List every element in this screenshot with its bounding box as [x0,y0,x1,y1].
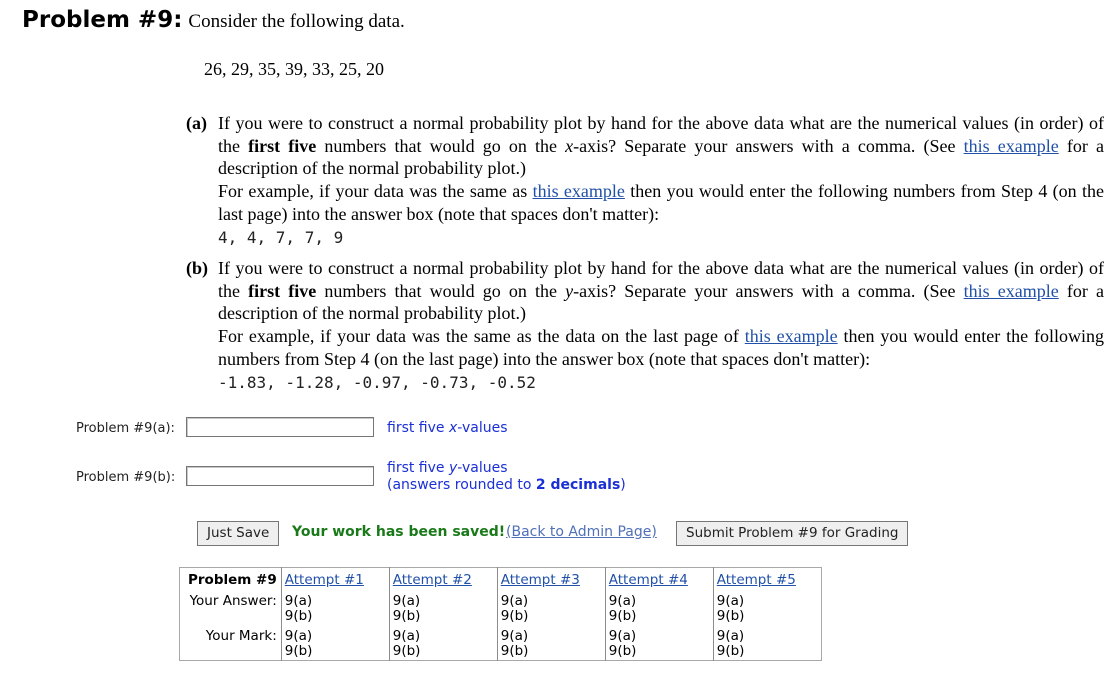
answer-b-hint [387,460,626,494]
cell-part-a: 9(a) [392,593,421,609]
cell-part-a: 9(a) [500,628,529,644]
cell-part-a: 9(a) [716,593,745,609]
cell-part-a: 9(a) [716,628,745,644]
cell-part-a: 9(a) [284,628,313,644]
part-a-example-text: For example, if your data was the same as [218,181,533,202]
part-a-text: -axis? Separate your answers with a comma. (See [573,135,964,156]
part-b-text: If you were to construct a normal probability plot by hand for the above data what are the numerical values (in order) of the [218,258,1104,301]
hint-text: first five [387,460,449,476]
part-a-text: numbers that would go on the [316,135,566,156]
this-example-link[interactable]: this example [963,280,1059,301]
back-to-admin-link[interactable]: (Back to Admin Page) [506,524,657,540]
attempts-table [179,567,822,661]
table-cell [497,627,605,661]
table-cell [497,593,605,627]
hint-text: (answers rounded to [387,477,536,493]
table-row [180,627,822,661]
table-cell [389,593,497,627]
problem-heading [22,7,405,33]
cell-part-b: 9(b) [608,607,637,624]
part-a-axis: x [565,135,574,156]
just-save-button[interactable]: Just Save [197,521,279,546]
table-cell [389,627,497,661]
cell-part-b: 9(b) [716,607,745,624]
part-a-question [186,112,1104,249]
saved-message: Your work has been saved! [292,524,506,540]
answer-b-input[interactable] [186,466,374,486]
table-cell [713,627,821,661]
part-b-text: -axis? Separate your answers with a comma. (See [573,280,964,301]
hint-text: -values [457,460,508,476]
hint-text: first five [387,420,449,436]
cell-part-a: 9(a) [392,628,421,644]
attempt-5-link[interactable]: Attempt #5 [716,572,796,588]
part-b-example-text: For example, if your data was the same as the data on the last page of [218,326,745,347]
part-b-example-text: then you would enter the following numbers from Step 4 (on the last page) into the answer box (note that spaces don't matter): [218,326,1104,369]
your-mark-label: Your Mark: [205,628,277,644]
this-example-link[interactable]: this example [744,326,838,347]
part-b-bold: first five [248,280,317,301]
cell-part-a: 9(a) [608,593,637,609]
cell-part-b: 9(b) [392,607,421,624]
cell-part-b: 9(b) [392,642,421,659]
part-b-text: numbers that would go on the [316,280,566,301]
hint-var: y [448,460,458,476]
table-cell [281,627,389,661]
cell-part-b: 9(b) [716,642,745,659]
answer-a-label: Problem #9(a): [76,421,175,436]
part-b-text: for a description of the normal probability plot.) [218,280,1104,324]
part-b-question [186,257,1104,394]
part-b-letter: (b) [186,258,208,278]
cell-part-b: 9(b) [500,607,529,624]
table-row [180,593,822,627]
problem-intro: Consider the following data. [188,11,405,32]
cell-part-a: 9(a) [284,593,313,609]
hint-bold: 2 decimals [535,477,621,493]
part-a-text: for a description of the normal probability plot.) [218,135,1104,179]
cell-part-b: 9(b) [500,642,529,659]
table-cell [713,593,821,627]
problem-title: Problem #9: [22,7,183,33]
part-b-example-answer: -1.83, -1.28, -0.97, -0.73, -0.52 [218,372,536,392]
part-a-example-text: then you would enter the following numbers from Step 4 (on the last page) into the answer box (note that spaces don't matter): [218,181,1104,224]
answer-b-label: Problem #9(b): [76,470,176,485]
attempt-1-link[interactable]: Attempt #1 [284,572,364,588]
attempt-4-link[interactable]: Attempt #4 [608,572,688,588]
this-example-link[interactable]: this example [963,135,1059,156]
table-header-row [180,568,822,594]
part-a-letter: (a) [186,113,207,133]
table-cell [605,593,713,627]
cell-part-b: 9(b) [284,642,313,659]
hint-text: -values [457,420,508,436]
hint-var: x [448,420,458,436]
this-example-link[interactable]: this example [532,181,625,202]
your-answer-label: Your Answer: [189,593,277,609]
data-values: 26, 29, 35, 39, 33, 25, 20 [204,59,384,79]
part-a-text: If you were to construct a normal probability plot by hand for the above data what are the numerical values (in order) of the [218,113,1104,156]
attempt-3-link[interactable]: Attempt #3 [500,572,580,588]
table-header-problem: Problem #9 [188,572,277,588]
table-cell [281,593,389,627]
hint-text: ) [620,477,626,493]
cell-part-a: 9(a) [608,628,637,644]
part-a-bold: first five [248,135,317,156]
cell-part-a: 9(a) [500,593,529,609]
table-cell [605,627,713,661]
cell-part-b: 9(b) [608,642,637,659]
answer-a-input[interactable] [186,417,374,437]
answer-a-hint [387,420,508,437]
submit-for-grading-button[interactable]: Submit Problem #9 for Grading [676,521,908,546]
attempt-2-link[interactable]: Attempt #2 [392,572,472,588]
part-a-example-answer: 4, 4, 7, 7, 9 [218,227,344,247]
part-b-axis: y [565,280,574,301]
cell-part-b: 9(b) [284,607,313,624]
